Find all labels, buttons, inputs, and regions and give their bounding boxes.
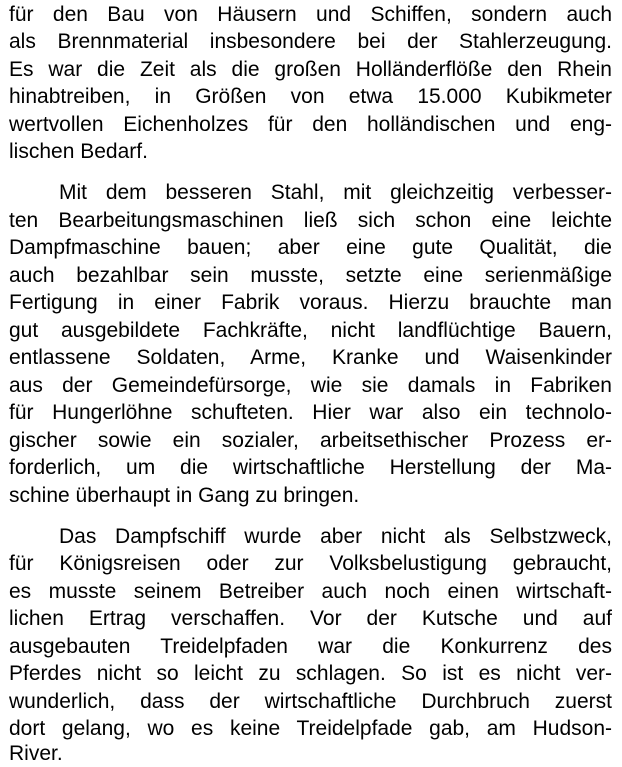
text-line: für den Bau von Häusern und Schiffen, sondern auch xyxy=(9,3,612,26)
text-line: Es war die Zeit als die großen Holländerflöße den Rhein xyxy=(9,58,612,81)
text-line: es musste seinem Betreiber auch noch einen wirtschaft- xyxy=(9,580,612,603)
text-line: dort gelang, wo es keine Treidelpfade gab, am Hudson- xyxy=(9,717,612,740)
text-line: für Königsreisen oder zur Volksbelustigung gebraucht, xyxy=(9,552,612,575)
text-line: lischen Bedarf. xyxy=(9,140,148,163)
text-line: ausgebauten Treidelpfaden war die Konkurrenz des xyxy=(9,635,612,658)
text-line: aus der Gemeindefürsorge, wie sie damals in Fabriken xyxy=(9,374,612,397)
text-line: lichen Ertrag verschaffen. Vor der Kutsche und auf xyxy=(9,607,612,630)
text-line: Fertigung in einer Fabrik voraus. Hierzu brauchte man xyxy=(9,291,612,314)
text-line: schine überhaupt in Gang zu bringen. xyxy=(9,484,360,507)
text-line: für Hungerlöhne schufteten. Hier war also ein technolo- xyxy=(9,401,612,424)
text-line: entlassene Soldaten, Arme, Kranke und Waisenkinder xyxy=(9,346,612,369)
text-line: hinabtreiben, in Größen von etwa 15.000 Kubikmeter xyxy=(9,85,612,108)
text-line: ten Bearbeitungsmaschinen ließ sich schon eine leichte xyxy=(9,209,612,232)
text-line: gut ausgebildete Fachkräfte, nicht landflüchtige Bauern, xyxy=(9,319,612,342)
text-line: Pferdes nicht so leicht zu schlagen. So ist es nicht ver- xyxy=(9,662,612,685)
text-line: Mit dem besseren Stahl, mit gleichzeitig verbesser- xyxy=(59,181,612,204)
text-line: forderlich, um die wirtschaftliche Herstellung der Ma- xyxy=(9,456,612,479)
text-line: wunderlich, dass der wirtschaftliche Durchbruch zuerst xyxy=(9,690,612,713)
text-line: Das Dampfschiff wurde aber nicht als Selbstzweck, xyxy=(59,525,612,548)
text-line: River. xyxy=(9,742,63,765)
text-line: als Brennmaterial insbesondere bei der Stahlerzeugung. xyxy=(9,30,612,53)
text-line: Dampfmaschine bauen; aber eine gute Qualität, die xyxy=(9,236,612,259)
text-line: gischer sowie ein sozialer, arbeitsethischer Prozess er- xyxy=(9,429,612,452)
text-line: auch bezahlbar sein musste, setzte eine serienmäßige xyxy=(9,264,612,287)
text-line: wertvollen Eichenholzes für den holländischen und eng- xyxy=(9,113,612,136)
